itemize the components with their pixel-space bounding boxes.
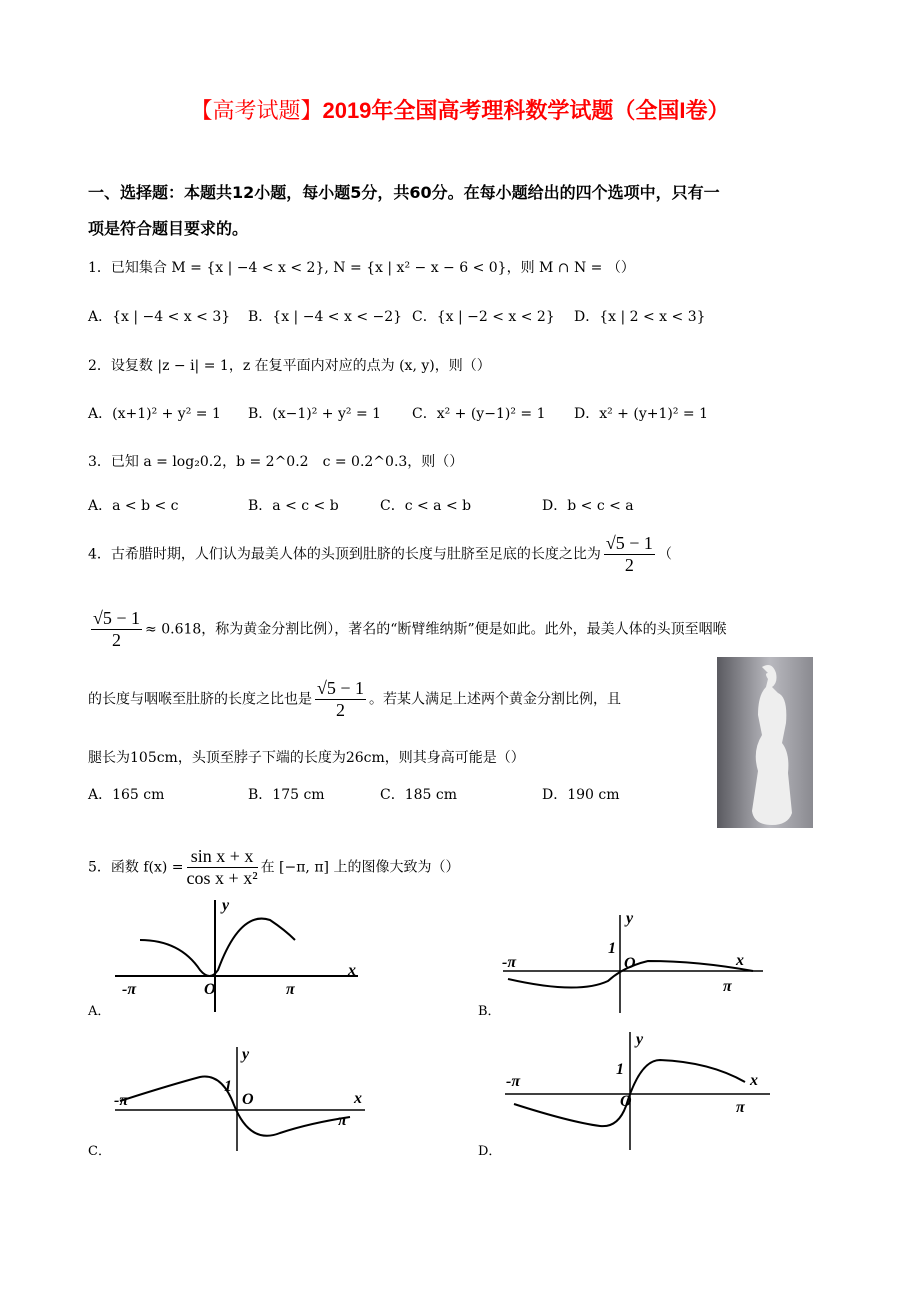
q1-option-d: D．{x | 2 < x < 3}	[574, 309, 706, 325]
q2-option-c: C．x² + (y−1)² = 1	[412, 406, 546, 422]
q5-text: 5．函数 f(x) =	[88, 859, 184, 876]
pi-label: π	[723, 978, 732, 995]
golden-ratio-fraction	[604, 533, 655, 576]
neg-pi-label: -π	[502, 954, 517, 971]
q4-option-b: B．175 cm	[248, 787, 325, 803]
y-label: y	[626, 910, 634, 927]
q2-option-d: D．x² + (y+1)² = 1	[574, 406, 708, 422]
y-label: y	[222, 897, 230, 914]
section-heading-line2: 项是符合题目要求的。	[88, 219, 249, 238]
fraction-denominator: 2	[112, 630, 122, 650]
pi-label: π	[286, 981, 295, 998]
function-fraction	[187, 846, 258, 889]
venus-de-milo-image	[717, 657, 813, 828]
q2-option-b: B．(x−1)² + y² = 1	[248, 406, 382, 422]
origin-label: O	[204, 981, 216, 998]
y-label: y	[242, 1046, 250, 1063]
neg-pi-label: -π	[114, 1092, 129, 1109]
graph-option-c	[110, 1045, 380, 1153]
document-title	[0, 94, 920, 125]
fraction-denominator: 2	[624, 555, 634, 575]
golden-ratio-fraction	[91, 608, 142, 651]
fraction-denominator: 2	[336, 700, 346, 720]
x-label: x	[750, 1072, 758, 1089]
graph-a-label: A．	[88, 1004, 111, 1019]
y-label: y	[636, 1031, 644, 1048]
q4-text: 。若某人满足上述两个黄金分割比例，且	[369, 691, 622, 708]
q5-text: 在 [−π, π] 上的图像大致为（）	[260, 859, 460, 876]
q2-stem: 2．设复数 |z − i| = 1，z 在复平面内对应的点为 (x, y)，则（）	[88, 358, 491, 374]
pi-label: π	[338, 1112, 347, 1129]
graph-option-d	[500, 1030, 780, 1152]
q3-option-d: D．b < c < a	[542, 498, 634, 514]
fraction-denominator: cos x + x²	[186, 868, 258, 888]
origin-label: O	[242, 1091, 254, 1108]
title-tag: 【高考试题】	[190, 98, 323, 123]
neg-pi-label: -π	[122, 981, 137, 998]
q4-line1	[88, 533, 672, 576]
q1-option-c: C．{x | −2 < x < 2}	[412, 309, 555, 325]
x-label: x	[354, 1090, 362, 1107]
one-label: 1	[616, 1061, 624, 1078]
q4-text: 的长度与咽喉至肚脐的长度之比也是	[88, 691, 312, 708]
q3-option-a: A．a < b < c	[88, 498, 179, 514]
q4-line2	[88, 608, 727, 651]
fraction-numerator: √5 − 1	[93, 608, 141, 628]
x-label: x	[348, 962, 356, 979]
origin-label: O	[624, 955, 636, 972]
graph-b-label: B．	[478, 1004, 501, 1019]
neg-pi-label: -π	[506, 1073, 521, 1090]
q4-paren: （	[657, 546, 672, 563]
q3-option-c: C．c < a < b	[380, 498, 472, 514]
function-curve	[120, 1077, 350, 1136]
fraction-numerator: √5 − 1	[317, 678, 365, 698]
golden-ratio-fraction	[315, 678, 366, 721]
q4-option-d: D．190 cm	[542, 787, 620, 803]
pi-label: π	[736, 1099, 745, 1116]
q1-stem: 1．已知集合 M = {x | −4 < x < 2}, N = {x | x² − x − 6 < 0}，则 M ∩ N = （）	[88, 260, 635, 276]
q3-option-b: B．a < c < b	[248, 498, 339, 514]
graph-option-b	[498, 905, 778, 1015]
q4-line3	[88, 678, 621, 721]
q1-option-a: A．{x | −4 < x < 3}	[88, 309, 231, 325]
q1-option-b: B．{x | −4 < x < −2}	[248, 309, 403, 325]
title-main: 2019年全国高考理科数学试题（全国I卷）	[322, 98, 730, 123]
statue-silhouette	[717, 657, 813, 828]
fraction-numerator: √5 − 1	[605, 533, 653, 553]
section-heading-line1: 一、选择题：本题共12小题，每小题5分，共60分。在每小题给出的四个选项中，只有一	[88, 183, 720, 202]
q2-option-a: A．(x+1)² + y² = 1	[88, 406, 221, 422]
origin-label: O	[620, 1093, 632, 1110]
x-label: x	[736, 952, 744, 969]
q3-stem: 3．已知 a = log₂0.2，b = 2^0.2 c = 0.2^0.3，则（）	[88, 454, 464, 470]
fraction-numerator: sin x + x	[187, 846, 258, 868]
one-label: 1	[224, 1078, 232, 1095]
graph-d-label: D．	[478, 1144, 502, 1159]
q4-option-c: C．185 cm	[380, 787, 457, 803]
graph-c-label: C．	[88, 1144, 111, 1159]
q4-text: 4．古希腊时期，人们认为最美人体的头顶到肚脐的长度与肚脐至足底的长度之比为	[88, 546, 601, 563]
q4-text: ≈ 0.618，称为黄金分割比例），著名的“断臂维纳斯”便是如此。此外，最美人体的头顶至咽喉	[145, 621, 727, 638]
one-label: 1	[608, 940, 616, 957]
q5-stem	[88, 846, 459, 889]
function-curve	[140, 919, 295, 976]
q4-option-a: A．165 cm	[88, 787, 165, 803]
graph-option-a	[100, 890, 370, 1015]
q4-line4: 腿长为105cm，头顶至脖子下端的长度为26cm，则其身高可能是（）	[88, 750, 525, 766]
